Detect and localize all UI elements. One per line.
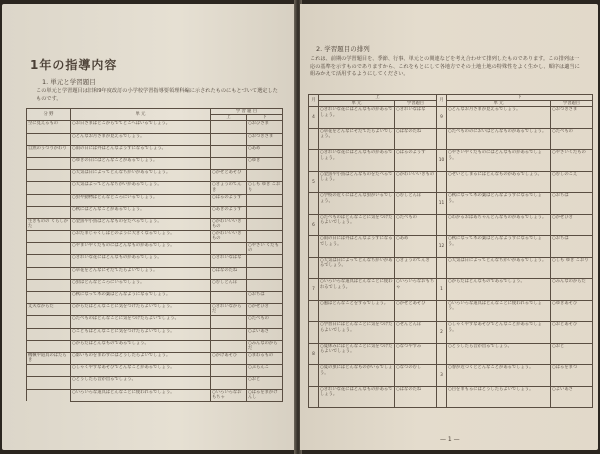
cell-unit-l: ○しゃくやすなあそびでどんなことがあるでしょう。: [447, 322, 551, 344]
cell-category: [27, 194, 71, 206]
table-row: [27, 182, 283, 194]
cell-upper: [211, 377, 247, 389]
cell-lower: [247, 194, 283, 206]
table-row: [309, 365, 593, 387]
cell-month-l: 10: [437, 150, 447, 172]
cell-unit: ○雨の日には外はどんなようすになるでしょう。: [71, 145, 211, 157]
cell-unit-u: ○きれいな花にはどんなものがあるでしょう。: [319, 386, 395, 408]
cell-upper: [211, 316, 247, 328]
cell-category: [27, 243, 71, 255]
cell-upper: ○かぜとあそび: [211, 170, 247, 182]
cell-unit-l: ○いろいろな道具はどんなことに使われるでしょう。: [447, 300, 551, 322]
cell-month-u: [309, 128, 319, 150]
cell-topic-u: ○きれいなはな: [395, 107, 437, 129]
cell-topic-u: ○むしとんぼ: [395, 193, 437, 215]
cell-upper: [211, 121, 247, 133]
cell-topic-l: ○しも ゆき こおり: [551, 257, 593, 279]
cell-unit-l: ○わかるおばあちゃんどんなものがあるでしょう。: [447, 214, 551, 236]
cell-unit-l: ○やさいやくだものにはどんなものがあるでしょう。: [447, 150, 551, 172]
cell-category: [27, 328, 71, 340]
cell-lower: [247, 170, 283, 182]
cell-topic-l: ○おと: [551, 343, 593, 365]
cell-upper: [211, 340, 247, 352]
cell-month-l: 12: [437, 236, 447, 258]
cell-unit-l: ○せいとしまるにはどんなものがあるでしょう。: [447, 171, 551, 193]
cell-upper: ○かわいいいきもの: [211, 231, 247, 243]
cell-lower: ○おちば: [247, 292, 283, 304]
cell-category: 丈夫なからだ: [27, 304, 71, 316]
cell-unit-u: ○たべものはどんなことに気をつけたらよいでしょう。: [319, 214, 395, 236]
cell-upper: ○はるのようす: [211, 194, 247, 206]
page-title: 1年の指導内容: [30, 58, 118, 72]
cell-lower: [247, 255, 283, 267]
cell-topic-u: ○はなのたね: [395, 386, 437, 408]
table-row: [27, 231, 283, 243]
cell-unit-u: ○草花をどんなにそだてたらよいでしょう。: [319, 128, 395, 150]
cell-lower: ○あめ: [247, 145, 283, 157]
cell-unit-u: ○夏休みにはどんなことに気をつけたらよいでしょう。: [319, 343, 395, 365]
table-row: [309, 386, 593, 408]
table-row: [309, 193, 593, 215]
cell-unit: ○こどもはどんなことに気をつけたらよいでしょう。: [71, 328, 211, 340]
cell-month-u: 7: [309, 279, 319, 301]
cell-lower: ○やさい くだもの: [247, 243, 283, 255]
header-month-lower: 月: [437, 95, 447, 107]
cell-month-l: [437, 214, 447, 236]
table-row: [27, 133, 283, 145]
cell-upper: [211, 243, 247, 255]
table-row: [309, 279, 593, 301]
cell-month-u: [309, 193, 319, 215]
cell-unit: ○虫や動物はどんなところにいるでしょう。: [71, 194, 211, 206]
cell-upper: ○きれいなからだ: [211, 304, 247, 316]
cell-upper: ○かわいいいきもの: [211, 218, 247, 230]
cell-unit-u: ○風はどんなことをするでしょう。: [319, 300, 395, 322]
schedule-table: [308, 94, 593, 408]
table-row: [27, 157, 283, 169]
header-month-upper: 月: [309, 95, 319, 107]
cell-month-l: 2: [437, 322, 447, 344]
header-upper: 上: [211, 115, 247, 121]
cell-unit: ○からだはどんなものであるでしょう。: [71, 340, 211, 352]
header-category: 分 野: [27, 109, 71, 121]
cell-month-u: 5: [309, 171, 319, 193]
cell-month-u: 6: [309, 214, 319, 236]
cell-topic-l: ○かぜひき: [551, 214, 593, 236]
table-row: [27, 243, 283, 255]
table-row: [27, 292, 283, 304]
cell-unit: ○どうしたら音が出るでしょう。: [71, 377, 211, 389]
cell-topic-u: ○たべもの: [395, 214, 437, 236]
cell-unit-u: ○いろいろな道具はどんなことに使われるでしょう。: [319, 279, 395, 301]
cell-lower: ○しも ゆき こおり: [247, 182, 283, 194]
cell-month-u: [309, 300, 319, 322]
cell-unit: ○お日さまはどこからでてどこへはいるでしょう。: [71, 121, 211, 133]
table-row: [27, 206, 283, 218]
cell-category: [27, 365, 71, 377]
cell-lower: [247, 231, 283, 243]
cell-unit: ○やまいやくだものにはどんなものがあるでしょう。: [71, 243, 211, 255]
cell-unit-u: ○きれいな花にはどんなものがあるでしょう。: [319, 150, 395, 172]
cell-lower: ○おひさま: [247, 121, 283, 133]
table-row: [309, 107, 593, 129]
cell-category: [27, 255, 71, 267]
cell-unit-u: ○きれいな花にはどんなものがあるでしょう。: [319, 107, 395, 129]
cell-category: [27, 231, 71, 243]
cell-upper: [211, 328, 247, 340]
cell-month-l: 3: [437, 365, 447, 387]
cell-unit-u: ○金魚や小鳥はどんなものをたべるでしょう。: [319, 171, 395, 193]
cell-category: 自然のうつりかわり: [27, 145, 71, 157]
cell-topic-u: ○かぜとあそび: [395, 300, 437, 322]
table-row: [27, 279, 283, 291]
table-row: [309, 214, 593, 236]
units-table-body: [27, 121, 283, 401]
header-lower-term: 下: [447, 95, 593, 101]
cell-upper: [211, 365, 247, 377]
section-heading-right: 2. 学習題目の排列: [316, 45, 370, 53]
cell-month-u: [309, 386, 319, 408]
header-unit: 単 元: [71, 109, 211, 121]
cell-lower: ○ぶらんこ: [247, 365, 283, 377]
cell-month-l: [437, 386, 447, 408]
cell-lower: [247, 218, 283, 230]
cell-topic-u: ○はるのようす: [395, 150, 437, 172]
header-lower: 下: [247, 115, 283, 121]
cell-month-u: [309, 365, 319, 387]
cell-category: [27, 292, 71, 304]
cell-unit: ○おたまじゃくしはどのように大きくなるでしょう。: [71, 231, 211, 243]
cell-unit: ○金魚や小鳥はどんなものをたべるでしょう。: [71, 218, 211, 230]
table-row: [27, 365, 283, 377]
cell-month-u: 8: [309, 343, 319, 365]
table-row: [309, 300, 593, 322]
cell-month-l: [437, 343, 447, 365]
cell-lower: ○おと: [247, 377, 283, 389]
cell-unit: ○どんなお月さまが見えるでしょう。: [71, 133, 211, 145]
cell-topic-l: ○やさいくだもの: [551, 150, 593, 172]
cell-lower: ○おつきさま: [247, 133, 283, 145]
cell-unit: ○秋になって木の葉はどんなようになるでしょう。: [71, 292, 211, 304]
cell-topic-l: ○おとあそび: [551, 322, 593, 344]
cell-topic-l: ○むしのこえ: [551, 171, 593, 193]
cell-lower: [247, 267, 283, 279]
cell-topic-l: ○ゆきあそび: [551, 300, 593, 322]
cell-category: 空に見えるもの: [27, 121, 71, 133]
cell-category: [27, 133, 71, 145]
table-row: [27, 352, 283, 364]
cell-unit-l: ○目をまもるにはどうしたらよいでしょう。: [447, 386, 551, 408]
cell-upper: ○きれいなはな: [211, 255, 247, 267]
right-page: [300, 4, 598, 450]
cell-topic-u: ○はなのたね: [395, 128, 437, 150]
cell-month-l: 1: [437, 279, 447, 301]
cell-unit-u: ○学習日にはどんなことに気をつけたらよいでしょう。: [319, 322, 395, 344]
cell-unit-u: ○夏の虫にはどんなものがいるでしょう。: [319, 365, 395, 387]
table-row: [27, 121, 283, 133]
cell-month-u: [309, 236, 319, 258]
page-number: — 1 —: [440, 436, 460, 443]
cell-month-l: [437, 300, 447, 322]
cell-unit-u: ○学校の近くにはどんな虫がいるでしょう。: [319, 193, 395, 215]
cell-unit-l: ○春が近づくとどんなことがあるでしょう。: [447, 365, 551, 387]
cell-unit-l: ○天気は日によってどんなちがいがあるでしょう。: [447, 257, 551, 279]
cell-unit-u: ○天気は日によってどんなちがいがあるでしょう。: [319, 257, 395, 279]
cell-unit: ○天気はよってどんなちがいがあるでしょう。: [71, 182, 211, 194]
cell-month-u: [309, 257, 319, 279]
cell-topic-u: ○なつのむし: [395, 365, 437, 387]
cell-upper: ○むしとんぼ: [211, 279, 247, 291]
cell-unit-l: ○秋になって木の葉はどんなようすになるでしょう。: [447, 236, 551, 258]
cell-unit-l: ○たべもののにおいはどんなものがあるでしょう。: [447, 128, 551, 150]
cell-lower: ○ゆき: [247, 157, 283, 169]
table-row: [27, 194, 283, 206]
cell-upper: [211, 145, 247, 157]
cell-lower: [247, 279, 283, 291]
cell-category: [27, 170, 71, 182]
table-row: [27, 389, 283, 401]
cell-month-u: [309, 150, 319, 172]
table-row: [309, 322, 593, 344]
cell-month-l: 9: [437, 107, 447, 129]
header-topic-lower: 学習題目: [551, 101, 593, 107]
units-table: [26, 108, 283, 402]
schedule-table-body: [309, 107, 593, 408]
cell-upper: ○きょうのてんき: [211, 182, 247, 194]
cell-category: [27, 279, 71, 291]
cell-month-l: 11: [437, 193, 447, 215]
table-row: [27, 377, 283, 389]
cell-topic-u: ○あめ: [395, 236, 437, 258]
cell-unit: ○影いものをまわすにはどうしたらよいでしょう。: [71, 352, 211, 364]
cell-lower: ○はるをまがけんし: [247, 389, 283, 401]
left-page: [2, 4, 296, 450]
cell-upper: ○あきのようす: [211, 206, 247, 218]
cell-unit: ○からだはどんなことに気をつけたらよいでしょう。: [71, 304, 211, 316]
cell-topic-l: ○よいあさ: [551, 386, 593, 408]
header-upper-term: 上: [319, 95, 437, 101]
cell-category: [27, 316, 71, 328]
cell-topic-u: ○なつやすみ: [395, 343, 437, 365]
cell-topic-l: ○たべもの: [551, 128, 593, 150]
cell-lower: ○よいあさ: [247, 328, 283, 340]
cell-topic-u: ○かわいいいきもの: [395, 171, 437, 193]
table-row: [309, 236, 593, 258]
table-row: [27, 218, 283, 230]
cell-unit-l: ○からだはどんなものであるでしょう。: [447, 279, 551, 301]
table-row: [27, 316, 283, 328]
table-row: [309, 343, 593, 365]
cell-upper: [211, 157, 247, 169]
cell-category: 生きものの くらしかた: [27, 218, 71, 230]
cell-unit-l: ○どうしたら音が出るでしょう。: [447, 343, 551, 365]
cell-topic-l: ○はるをまつ: [551, 365, 593, 387]
cell-category: [27, 157, 71, 169]
cell-unit: ○たべものはどんなことに気をつけたらよいでしょう。: [71, 316, 211, 328]
intro-text-right: これは、前期の学習題目を、季節、行事、単元との関連などを考え合わせて排列したものであります。この排列は一応の基準を示すものでありますから、これをもとにして各地方でその土地土地の特殊性をよく生かし、順序は適当に組みかえて活用するようにしてください。: [310, 56, 580, 78]
cell-upper: [211, 133, 247, 145]
cell-unit-l: ○どんなお月さまが見えるでしょう。: [447, 107, 551, 129]
cell-upper: ○かげあそび: [211, 352, 247, 364]
table-row: [27, 340, 283, 352]
cell-lower: ○かぜひき: [247, 304, 283, 316]
cell-upper: ○いろいろなおもちゃ: [211, 389, 247, 401]
table-row: [27, 267, 283, 279]
table-row: [27, 255, 283, 267]
table-row: [27, 145, 283, 157]
header-topic: 学 習 題 目: [211, 109, 283, 115]
cell-topic-l: ○おつきさま: [551, 107, 593, 129]
table-row: [309, 257, 593, 279]
cell-topic-l: ○おちば: [551, 236, 593, 258]
cell-unit: ○天気は日によってどんなちがいがあるでしょう。: [71, 170, 211, 182]
cell-month-l: [437, 171, 447, 193]
cell-unit-u: ○雨の日には外はどんなようすになるでしょう。: [319, 236, 395, 258]
header-unit-lower: 単 元: [447, 101, 551, 107]
cell-lower: [247, 206, 283, 218]
cell-unit: ○ゆきの日にはどんなことがあるでしょう。: [71, 157, 211, 169]
cell-unit: ○しゃくやすなあそびでどんなことがあるでしょう。: [71, 365, 211, 377]
cell-month-l: [437, 257, 447, 279]
cell-category: [27, 377, 71, 389]
table-row: [309, 150, 593, 172]
cell-lower: ○みんなのからだ: [247, 340, 283, 352]
cell-category: 機械や道具のはたらき: [27, 352, 71, 364]
table-row: [27, 170, 283, 182]
cell-topic-u: ○きょうのてんき: [395, 257, 437, 279]
section-heading: 1. 単元と学習題目: [42, 78, 96, 86]
table-row: [309, 128, 593, 150]
cell-topic-u: ○いろいろなおもちゃ: [395, 279, 437, 301]
cell-unit: ○草花をどんなにそだてたらよいでしょう。: [71, 267, 211, 279]
intro-text: この単元と学習題目は旧和9年度改訂の小学校学習指導要領理科編に示されたものにもとづいて選定したものです。: [36, 88, 278, 102]
cell-unit: ○秋にはどんなことがあるでしょう。: [71, 206, 211, 218]
cell-topic-l: ○おちば: [551, 193, 593, 215]
cell-month-u: 4: [309, 107, 319, 129]
cell-category: [27, 182, 71, 194]
cell-unit: ○きれいな花にはどんなものがあるでしょう。: [71, 255, 211, 267]
cell-unit-l: ○秋になって木の葉はどんなようすになるでしょう。: [447, 193, 551, 215]
cell-unit: ○虫はどんなところにいるでしょう。: [71, 279, 211, 291]
cell-unit: ○いろいろな道具はどんなことに使われるでしょう。: [71, 389, 211, 401]
cell-upper: ○はなのたね: [211, 267, 247, 279]
header-topic-upper: 学習題目: [395, 101, 437, 107]
cell-month-u: [309, 322, 319, 344]
table-row: [309, 171, 593, 193]
cell-lower: ○たべもの: [247, 316, 283, 328]
cell-topic-u: ○せんとんぼ: [395, 322, 437, 344]
cell-upper: [211, 292, 247, 304]
cell-category: [27, 389, 71, 401]
cell-category: [27, 340, 71, 352]
table-row: [27, 304, 283, 316]
cell-lower: ○まわるもの: [247, 352, 283, 364]
header-unit-upper: 単 元: [319, 101, 395, 107]
cell-category: [27, 267, 71, 279]
cell-category: [27, 206, 71, 218]
table-row: [27, 328, 283, 340]
cell-topic-l: ○みんなのからだ: [551, 279, 593, 301]
cell-month-l: [437, 128, 447, 150]
